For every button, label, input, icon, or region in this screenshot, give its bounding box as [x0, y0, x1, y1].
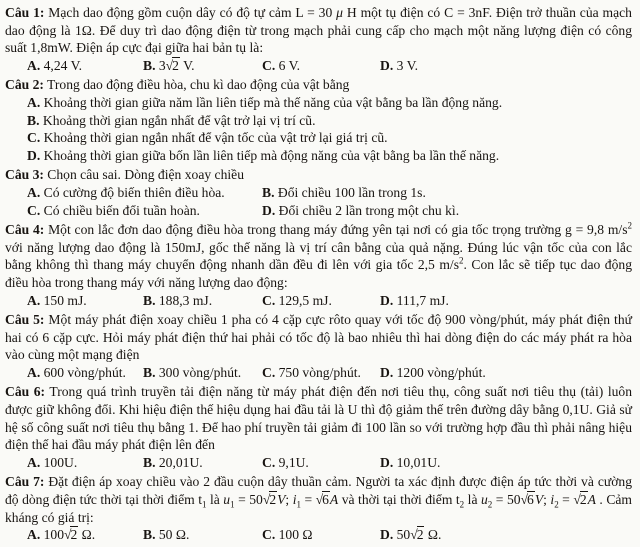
superscript: 2 [459, 255, 464, 266]
question-label: Câu 1: [5, 5, 45, 20]
text-run: Đổi chiều 2 lần trong một chu kì. [278, 202, 460, 218]
option-cau-7-c [262, 526, 380, 544]
option-cau-7-b [143, 526, 262, 544]
text-run: Ω. [424, 527, 442, 543]
subscript: 1 [201, 499, 207, 510]
option-cau-4-b [143, 292, 262, 310]
italic-symbol: μ [336, 5, 343, 20]
sqrt-radical [521, 491, 535, 507]
text-run: là [464, 492, 481, 508]
option-cau-7-d [380, 526, 632, 544]
text-run: 100 Ω [278, 527, 313, 543]
italic-symbol: u [223, 492, 231, 508]
sqrt-radicand: 2 [416, 527, 424, 543]
option-cau-3-b [262, 184, 632, 202]
text-run: là [206, 492, 224, 508]
text-run: Ω. [78, 527, 96, 543]
option-letter: C. [262, 57, 276, 73]
option-letter: B. [143, 292, 156, 308]
text-run: Khoảng thời gian giữa năm lần liên tiếp mà thế năng của vật bằng ba lần động năng. [43, 94, 503, 110]
option-letter: A. [27, 184, 41, 200]
sqrt-radical [166, 57, 180, 73]
sqrt-radical [64, 526, 78, 542]
option-letter: C. [262, 364, 276, 380]
question-label: Câu 3: [5, 167, 44, 183]
text-run: Mạch dao động gồm cuộn dây có độ tự cảm L = 30 [44, 5, 337, 20]
option-cau-1-c [262, 57, 380, 75]
option-letter: C. [262, 292, 276, 308]
option-letter: D. [380, 527, 394, 543]
option-letter: B. [143, 57, 156, 73]
text-run: Chọn câu sai. Dòng điện xoay chiều [43, 167, 244, 183]
option-letter: A. [27, 454, 41, 470]
option-letter: C. [27, 130, 41, 146]
text-run: 600 vòng/phút. [43, 364, 126, 380]
options-cau-2 [27, 94, 632, 164]
subscript: 1 [230, 499, 235, 510]
italic-symbol: A [587, 492, 596, 508]
option-cau-1-b [143, 57, 262, 75]
option-cau-6-c [262, 454, 380, 472]
text-run: Một con lắc đơn dao động điều hòa trong thang máy đứng yên tại nơi có gia tốc trọng trường g = 9,8 m/s [44, 222, 628, 238]
option-cau-2-b [27, 112, 632, 130]
sqrt-radical [316, 491, 330, 507]
question-label: Câu 4: [5, 222, 45, 238]
option-cau-5-c [262, 364, 380, 382]
options-cau-1 [27, 57, 632, 75]
sqrt-radical [263, 491, 277, 507]
text-run: và thời tại thời điểm t [338, 492, 460, 508]
option-cau-6-d [380, 454, 632, 472]
option-cau-3-a [27, 184, 262, 202]
question-cau-7 [5, 473, 632, 543]
option-letter: B. [143, 364, 156, 380]
sqrt-symbol: √ [520, 492, 528, 508]
question-text [5, 311, 632, 364]
text-run: 4,24 V. [43, 57, 83, 73]
option-cau-5-a [27, 364, 143, 382]
subscript: 2 [487, 499, 493, 510]
subscript: 2 [554, 499, 559, 510]
sqrt-symbol: √ [64, 527, 71, 543]
option-cau-3-d [262, 202, 632, 220]
question-text [5, 383, 632, 453]
text-run: Trong dao động điều hòa, chu kì dao động của vật bằng [43, 77, 350, 93]
question-text [5, 4, 632, 57]
text-run: với năng lượng dao động là 150mJ, gốc thế năng là vị trí cân bằng của quả nặng. Đúng lúc vận tốc của con lắc bằng không thì thang máy chuyển động nhanh dần đều đi lên với gia tốc 2,5 m/s [5, 239, 632, 273]
text-run: = [300, 492, 316, 508]
question-label: Câu 6: [5, 384, 46, 400]
text-run: 50 Ω. [158, 527, 190, 543]
option-letter: C. [262, 527, 276, 543]
question-cau-3 [5, 166, 632, 219]
option-letter: B. [143, 527, 156, 543]
text-run: 3 V. [396, 57, 419, 73]
sqrt-symbol: √ [410, 527, 417, 543]
option-cau-3-c [27, 202, 262, 220]
text-run: H một tụ điện có C = 3nF. Điện trở thuần của mạch dao động là 1Ω. Để duy trì dao động điện từ trong mạch phải cung cấp cho mạch một năng lượng điện có công suất 1,8mW. Điện áp cực đại giữa hai bản tụ là: [5, 5, 632, 56]
option-cau-2-a [27, 94, 632, 112]
text-run: Khoảng thời gian ngắn nhất để vận tốc của vật trở lại giá trị cũ. [43, 130, 388, 146]
text-run: Một máy phát điện xoay chiều 1 pha có 4 cặp cực rôto quay với tốc độ 900 vòng/phút, máy phát điện thứ hai có 6 cặp cực. Hỏi máy phát điện thứ hai phải có tốc độ là bao nhiêu thì hai dòng điện do các máy phát ra hòa vào cùng một mạng điện [5, 312, 632, 363]
option-letter: A. [27, 364, 41, 380]
option-cau-2-d [27, 147, 632, 165]
option-cau-5-b [143, 364, 262, 382]
text-run: Đổi chiều 100 lần trong 1s. [277, 184, 426, 200]
italic-symbol: i [292, 492, 297, 508]
text-run: 150 mJ. [43, 292, 87, 308]
option-letter: D. [27, 147, 41, 163]
options-cau-3 [27, 184, 632, 219]
text-run: Có chiều biến đổi tuần hoàn. [43, 202, 200, 218]
option-cau-1-a [27, 57, 143, 75]
text-run: = 50 [234, 492, 263, 508]
option-cau-5-d [380, 364, 632, 382]
sqrt-symbol: √ [262, 492, 270, 508]
sqrt-radicand: 6 [322, 492, 329, 508]
subscript: 2 [459, 499, 465, 510]
italic-symbol: u [480, 492, 488, 508]
option-letter: A. [27, 527, 41, 543]
option-letter: B. [262, 184, 275, 200]
question-cau-6 [5, 383, 632, 471]
question-label: Câu 7: [5, 474, 45, 490]
text-run: 111,7 mJ. [396, 292, 449, 308]
text-run: Đặt điện áp xoay chiều vào 2 đầu cuộn dây thuần cảm. Người ta xác định được điện áp tức thời và cường độ dòng điện tức thời tại thời điểm t [5, 474, 632, 508]
question-cau-4 [5, 221, 632, 309]
italic-symbol: A [329, 492, 339, 508]
question-cau-2 [5, 76, 632, 164]
option-cau-7-a [27, 526, 143, 544]
superscript: 2 [627, 220, 632, 231]
option-cau-6-a [27, 454, 143, 472]
options-cau-6 [27, 454, 632, 472]
option-letter: C. [27, 202, 41, 218]
option-letter: D. [380, 364, 394, 380]
text-run: 10,01U. [396, 454, 441, 470]
option-letter: A. [27, 94, 41, 110]
italic-symbol: V [534, 492, 544, 508]
text-run: = 50 [492, 492, 521, 508]
text-run: Có cường độ biến thiên điều hòa. [43, 184, 225, 200]
question-text [5, 221, 632, 291]
text-run: 129,5 mJ. [278, 292, 332, 308]
sqrt-radicand: 2 [579, 492, 587, 508]
sqrt-radicand: 2 [172, 57, 179, 73]
option-letter: D. [380, 57, 394, 73]
options-cau-4 [27, 292, 632, 310]
text-run: 3 [158, 57, 166, 73]
text-run: ; [285, 492, 293, 508]
subscript: 1 [296, 499, 301, 510]
sqrt-symbol: √ [165, 57, 173, 73]
question-cau-5 [5, 311, 632, 381]
text-run: 100U. [43, 454, 78, 470]
text-run: 750 vòng/phút. [278, 364, 361, 380]
option-cau-2-c [27, 129, 632, 147]
text-run: V. [179, 57, 195, 73]
option-cau-4-c [262, 292, 380, 310]
question-label: Câu 2: [5, 77, 44, 93]
italic-symbol: V [277, 492, 286, 508]
question-text [5, 166, 632, 184]
text-run: 100 [43, 527, 65, 543]
option-letter: D. [262, 202, 276, 218]
question-text [5, 76, 632, 94]
text-run: 9,1U. [278, 454, 309, 470]
option-letter: D. [380, 292, 394, 308]
text-run: 1200 vòng/phút. [396, 364, 486, 380]
options-cau-5 [27, 364, 632, 382]
sqrt-radical [573, 491, 587, 507]
text-run: Khoảng thời gian ngắn nhất để vật trở lại vị trí cũ. [42, 112, 316, 128]
option-letter: D. [380, 454, 394, 470]
option-cau-6-b [143, 454, 262, 472]
option-cau-4-d [380, 292, 632, 310]
sqrt-radicand: 2 [70, 527, 78, 543]
sqrt-symbol: √ [573, 492, 580, 508]
sqrt-symbol: √ [315, 492, 323, 508]
option-letter: B. [143, 454, 156, 470]
option-cau-1-d [380, 57, 632, 75]
text-run: 50 [396, 527, 411, 543]
sqrt-radicand: 2 [269, 492, 277, 508]
text-run: 300 vòng/phút. [158, 364, 242, 380]
question-cau-1 [5, 4, 632, 74]
text-run: ; [543, 492, 551, 508]
sqrt-radicand: 6 [527, 492, 534, 508]
text-run: = [558, 492, 574, 508]
text-run: . Con lắc sẽ tiếp tục dao động điều hòa trong thang máy với năng lượng dao động: [5, 257, 632, 290]
option-cau-4-a [27, 292, 143, 310]
text-run: 6 V. [278, 57, 301, 73]
text-run: 20,01U. [158, 454, 203, 470]
sqrt-radical [410, 526, 424, 542]
option-letter: A. [27, 292, 41, 308]
options-cau-7 [27, 526, 632, 544]
text-run: Khoảng thời gian giữa bốn lần liên tiếp mà động năng của vật bằng ba lần thế năng. [43, 147, 500, 163]
text-run: 188,3 mJ. [158, 292, 213, 308]
question-text [5, 473, 632, 526]
text-run: . Cảm kháng có giá trị: [5, 492, 633, 525]
question-label: Câu 5: [5, 312, 45, 328]
text-run: Trong quá trình truyền tải điện năng từ máy phát điện đến nơi tiêu thụ, công suất nơi tiêu thụ (tải) luôn được giữ không đổi. Khi hiệu điện thế hiệu dụng hai đầu tải là U thì độ giảm thế trên đường dây bằng 0,1U. Giả sử hệ số công suất nơi tiêu thụ bằng 1. Để hao phí truyền tải giảm đi 100 lần so với trường hợp đầu thì phải nâng hiệu điện thế hai đầu máy phát điện lên đến [5, 384, 632, 453]
italic-symbol: i [550, 492, 555, 508]
option-letter: C. [262, 454, 276, 470]
option-letter: A. [27, 57, 41, 73]
option-letter: B. [27, 112, 40, 128]
